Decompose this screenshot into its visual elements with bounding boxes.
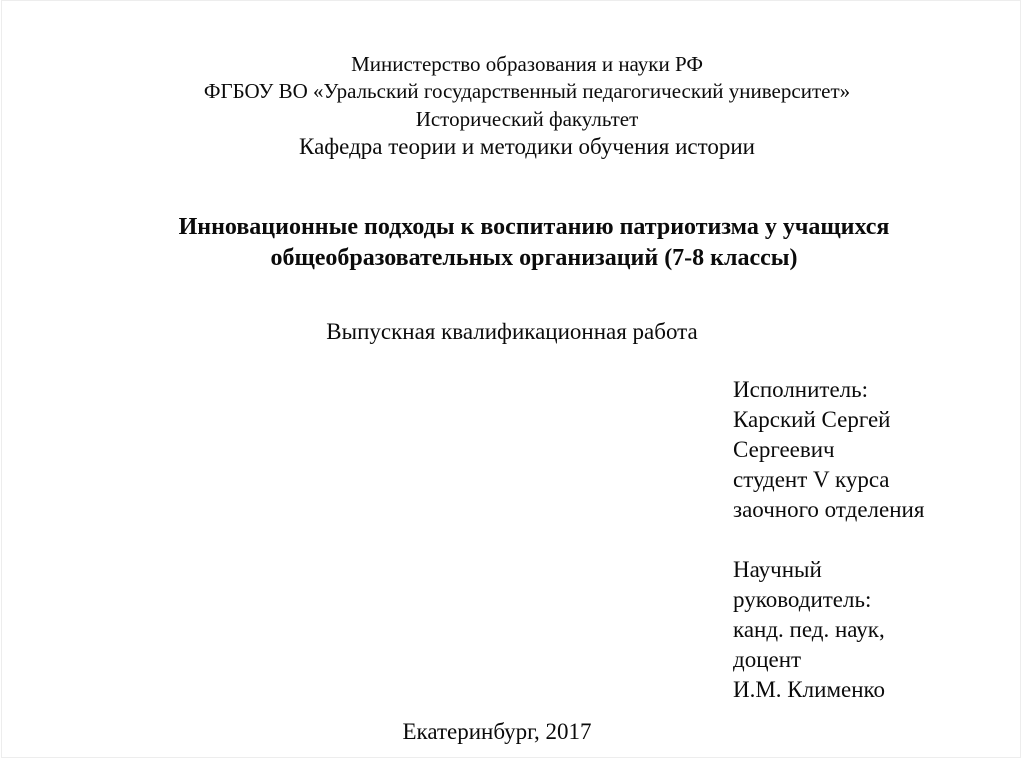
credits-spacer [733, 525, 1013, 555]
header-line-faculty: Исторический факультет [415, 106, 639, 131]
thesis-title [22, 212, 1024, 274]
thesis-title-line-2: общеобразовательных организаций (7-8 классы) [270, 245, 798, 271]
slide [1, 0, 1021, 758]
executor-name-line-1: Карский Сергей [733, 407, 891, 432]
header-line-department: Кафедра теории и методики обучения истории [299, 134, 755, 160]
header-line-ministry: Министерство образования и науки РФ [351, 52, 703, 76]
supervisor-name-line: И.М. Клименко [733, 677, 886, 702]
supervisor-label-line-2: руководитель: [733, 587, 872, 612]
supervisor-label-line-1: Научный [733, 557, 822, 582]
credits-block [733, 375, 1013, 705]
supervisor-degree-line: канд. пед. наук, [733, 617, 885, 642]
executor-course-line: студент V курса [733, 467, 890, 492]
executor-label: Исполнитель: [733, 377, 869, 402]
thesis-title-line-1: Инновационные подходы к воспитанию патриотизма у учащихся [178, 214, 890, 240]
work-type-subtitle: Выпускная квалификационная работа [326, 319, 698, 344]
executor-block [733, 375, 1013, 525]
city-year-footer: Екатеринбург, 2017 [402, 719, 592, 744]
institution-header [15, 51, 1024, 161]
executor-department-line: заочного отделения [733, 497, 925, 522]
executor-name-line-2: Сергеевич [733, 437, 835, 462]
supervisor-block [733, 555, 1013, 705]
supervisor-rank-line: доцент [733, 647, 802, 672]
header-line-university: ФГБОУ ВО «Уральский государственный педагогический университет» [203, 79, 851, 104]
